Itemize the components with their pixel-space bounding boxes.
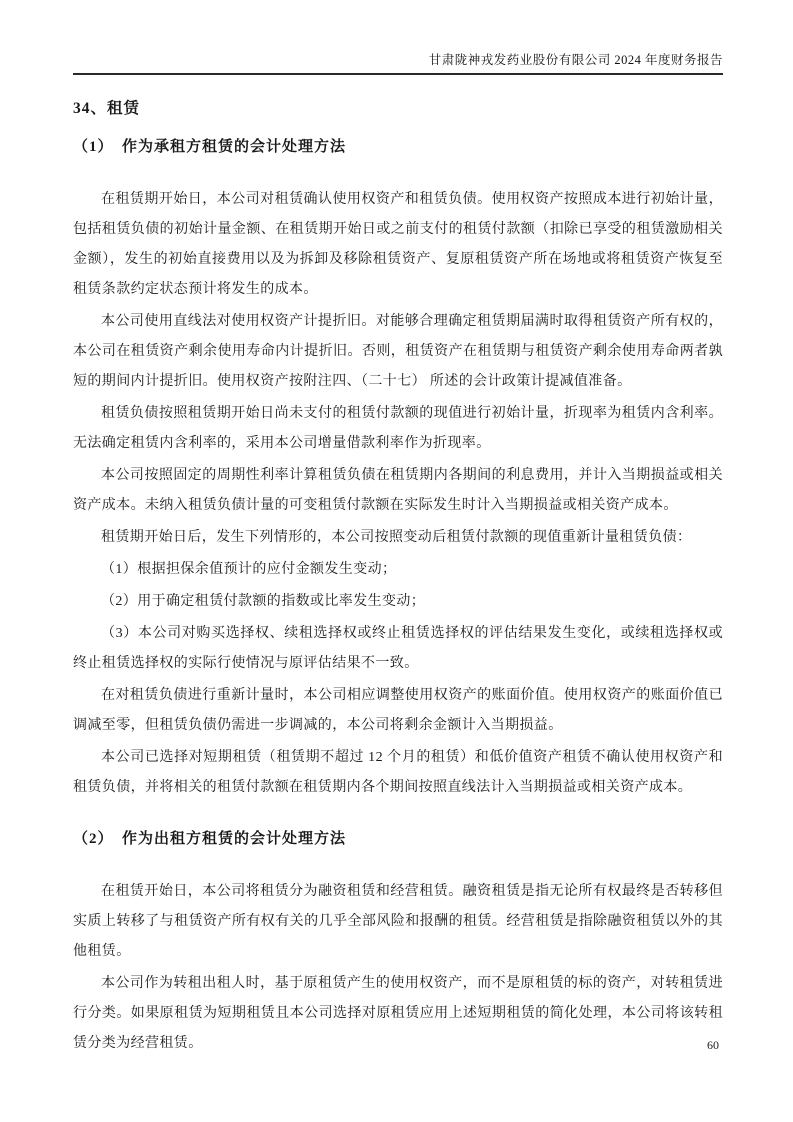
paragraph: 在对租赁负债进行重新计量时，本公司相应调整使用权资产的账面价值。使用权资产的账面价值已调减至零，但租赁负债仍需进一步调减的，本公司将剩余金额计入当期损益。 — [73, 688, 723, 733]
page-content — [73, 99, 723, 1059]
lessee-accounting-heading: （1） 作为承租方租赁的会计处理方法 — [73, 139, 347, 155]
report-header-title: 甘肃陇神戎发药业股份有限公司 2024 年度财务报告 — [428, 53, 723, 67]
paragraph: 在租赁开始日，本公司将租赁分为融资租赁和经营租赁。融资租赁是指无论所有权最终是否转移但实质上转移了与租赁资产所有权有关的几乎全部风险和报酬的租赁。经营租赁是指除融资租赁以外的其他租赁。 — [73, 884, 723, 959]
list-item: （2）用于确定租赁付款额的指数或比率发生变动； — [101, 594, 426, 609]
paragraph: 租赁期开始日后，发生下列情形的，本公司按照变动后租赁付款额的现值重新计量租赁负债： — [101, 530, 692, 545]
paragraph: 本公司已选择对短期租赁（租赁期不超过 12 个月的租赁）和低价值资产租赁不确认使用权资产和租赁负债，并将相关的租赁付款额在租赁期内各个期间按照直线法计入当期损益或相关资产成本。 — [73, 750, 723, 795]
lessor-accounting-heading: （2） 作为出租方租赁的会计处理方法 — [73, 831, 347, 847]
paragraph: 本公司按照固定的周期性利率计算租赁负债在租赁期内各期间的利息费用，并计入当期损益或相关资产成本。未纳入租赁负债计量的可变租赁付款额在实际发生时计入当期损益或相关资产成本。 — [73, 468, 723, 513]
paragraph: 租赁负债按照租赁期开始日尚未支付的租赁付款额的现值进行初始计量，折现率为租赁内含利率。无法确定租赁内含利率的，采用本公司增量借款利率作为折现率。 — [73, 406, 723, 451]
list-item: （1）根据担保余值预计的应付金额发生变动； — [101, 562, 397, 577]
list-item: （3）本公司对购买选择权、续租选择权或终止租赁选择权的评估结果发生变化，或续租选择权或终止租赁选择权的实际行使情况与原评估结果不一致。 — [73, 626, 723, 671]
page-header — [73, 0, 723, 75]
paragraph: 本公司作为转租出租人时，基于原租赁产生的使用权资产，而不是原租赁的标的资产，对转租赁进行分类。如果原租赁为短期租赁且本公司选择对原租赁应用上述短期租赁的简化处理，本公司将该转租赁分类为经营租赁。 — [73, 976, 723, 1051]
paragraph: 在租赁期开始日，本公司对租赁确认使用权资产和租赁负债。使用权资产按照成本进行初始计量，包括租赁负债的初始计量金额、在租赁期开始日或之前支付的租赁付款额（扣除已享受的租赁激励相关金额），发生的初始直接费用以及为拆卸及移除租赁资产、复原租赁资产所在场地或将租赁资产恢复至租赁条款约定状态预计将发生的成本。 — [73, 192, 723, 297]
page-number: 60 — [707, 1038, 719, 1052]
section-title: 34、租赁 — [73, 100, 141, 117]
paragraph: 本公司使用直线法对使用权资产计提折旧。对能够合理确定租赁期届满时取得租赁资产所有权的，本公司在租赁资产剩余使用寿命内计提折旧。否则，租赁资产在租赁期与租赁资产剩余使用寿命两者孰短的期间内计提折旧。使用权资产按附注四、（二十七） 所述的会计政策计提减值准备。 — [73, 314, 723, 389]
